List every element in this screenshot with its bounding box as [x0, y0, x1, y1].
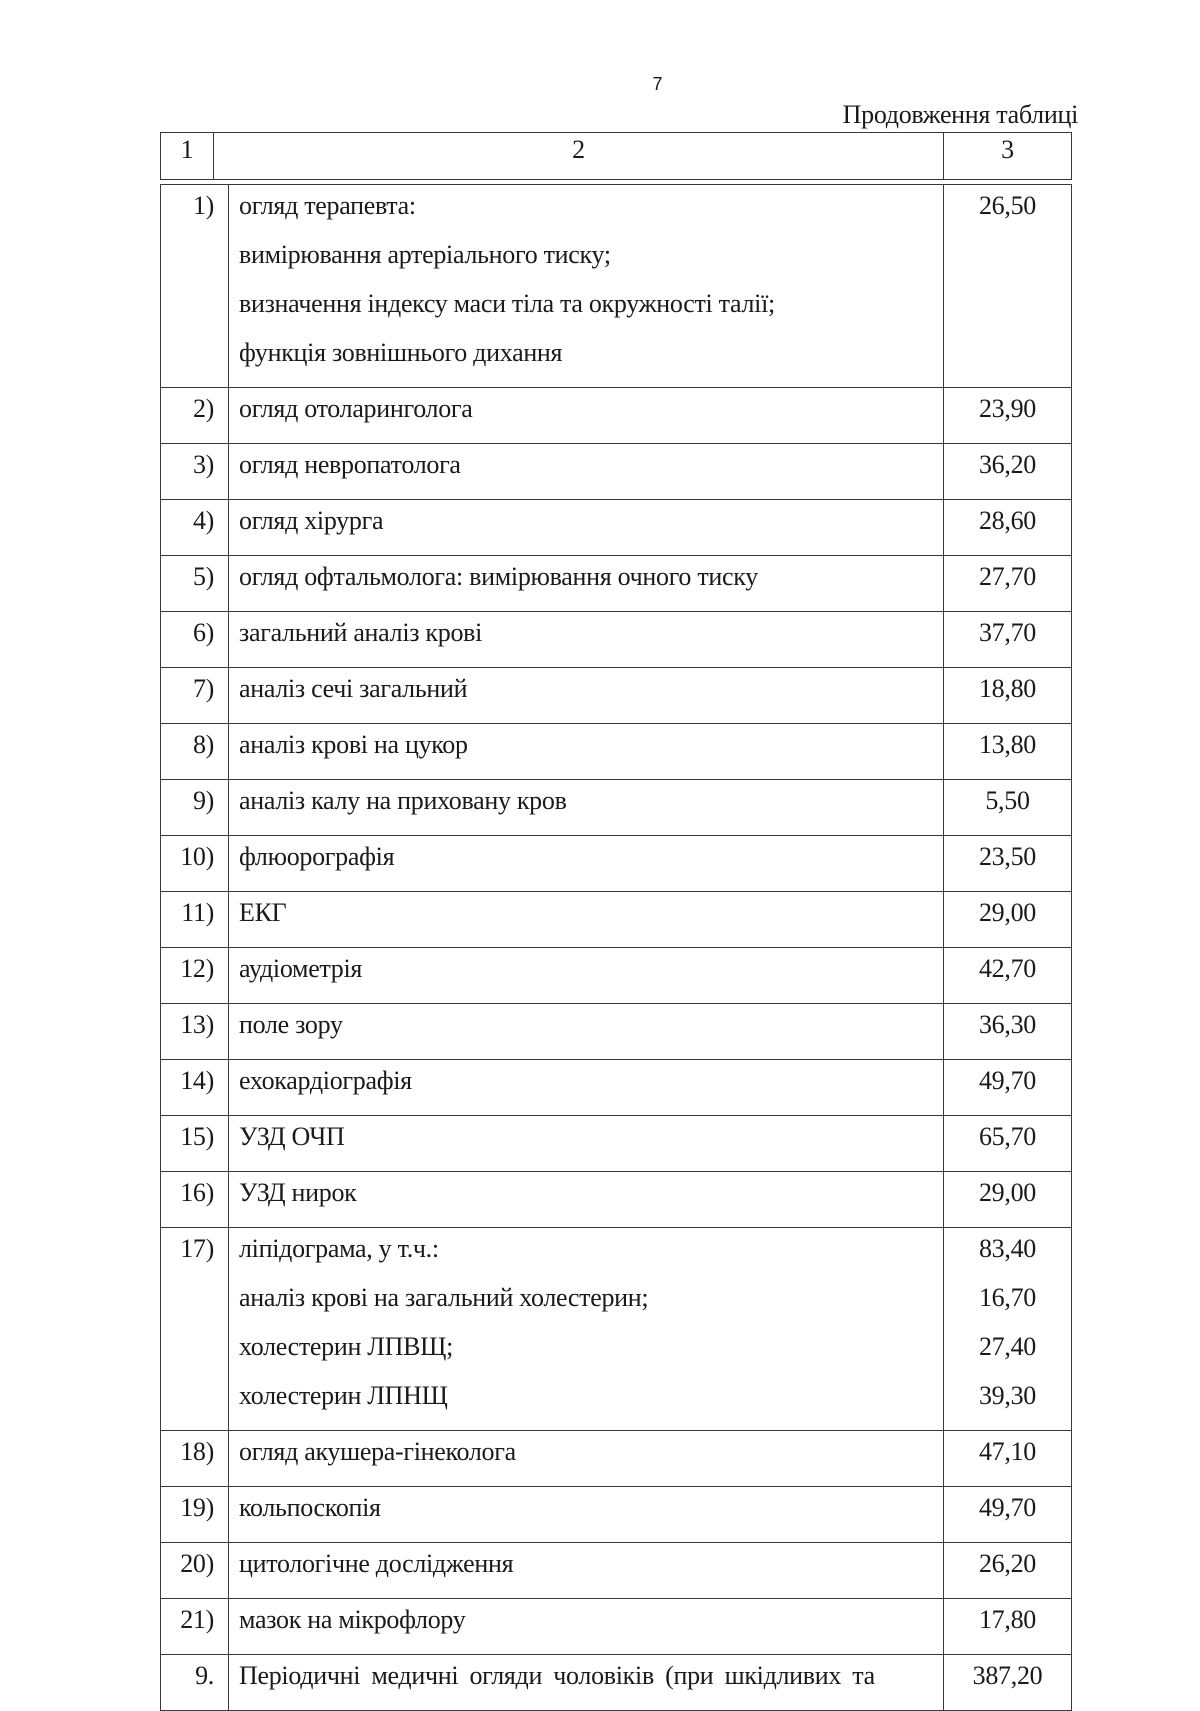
row-number: 14): [161, 1060, 229, 1116]
row-number: 17): [161, 1228, 229, 1431]
row-number: 13): [161, 1004, 229, 1060]
cost-value: 39,30: [978, 1381, 1036, 1410]
row-number: 4): [161, 500, 229, 556]
row-cost: [944, 724, 1072, 780]
description-line: аналіз сечі загальний: [239, 674, 468, 703]
cost-value: 65,70: [978, 1122, 1036, 1151]
table-row: [161, 1228, 1072, 1431]
row-description: [229, 1004, 944, 1060]
cost-value: 36,20: [978, 450, 1036, 479]
cost-value: 16,70: [978, 1283, 1036, 1312]
row-description: [229, 948, 944, 1004]
description-line: функція зовнішнього дихання: [239, 338, 563, 367]
cost-value: 17,80: [978, 1605, 1036, 1634]
header-cell-3: 3: [944, 133, 1072, 180]
row-description: [229, 1543, 944, 1599]
table-row: [161, 444, 1072, 500]
description-line: загальний аналіз крові: [239, 618, 483, 647]
row-number: 21): [161, 1599, 229, 1655]
cost-value: 28,60: [978, 506, 1036, 535]
row-cost: [944, 500, 1072, 556]
description-line: флюорографія: [239, 842, 395, 871]
row-description: [229, 444, 944, 500]
table-row: [161, 1060, 1072, 1116]
table-row: [161, 556, 1072, 612]
header-cell-1: 1: [161, 133, 214, 180]
row-number: 3): [161, 444, 229, 500]
description-line: огляд акушера-гінеколога: [239, 1437, 516, 1466]
row-cost: [944, 668, 1072, 724]
description-line: мазок на мікрофлору: [239, 1605, 466, 1634]
cost-value: 5,50: [985, 786, 1030, 815]
table-row: [161, 836, 1072, 892]
header-row: [161, 133, 1072, 180]
row-description: [229, 1172, 944, 1228]
table-row: [161, 388, 1072, 444]
cost-value: 387,20: [972, 1661, 1043, 1690]
description-line: аудіометрія: [239, 954, 363, 983]
description-line: огляд терапевта:: [239, 191, 416, 220]
cost-value: 27,70: [978, 562, 1036, 591]
row-description: [229, 556, 944, 612]
row-description: [229, 1228, 944, 1431]
row-number: 20): [161, 1543, 229, 1599]
table-row: [161, 948, 1072, 1004]
description-line: аналіз калу на приховану кров: [239, 786, 567, 815]
table-header: [160, 132, 1072, 180]
cost-value: 37,70: [978, 618, 1036, 647]
description-line: вимірювання артеріального тиску;: [239, 240, 611, 269]
description-line: ехокардіографія: [239, 1066, 412, 1095]
cost-value: 49,70: [978, 1493, 1036, 1522]
row-description: [229, 1655, 944, 1711]
row-number: 5): [161, 556, 229, 612]
row-cost: [944, 185, 1072, 388]
description-line: холестерин ЛПВЩ;: [239, 1332, 454, 1361]
row-cost: [944, 388, 1072, 444]
row-cost: [944, 444, 1072, 500]
table-continuation-label: Продовження таблиці: [842, 100, 1078, 129]
row-number: 1): [161, 185, 229, 388]
table-row: [161, 1655, 1072, 1711]
description-line: холестерин ЛПНЩ: [239, 1381, 448, 1410]
services-table: [160, 184, 1072, 1711]
description-line: цитологічне дослідження: [239, 1549, 514, 1578]
cost-value: 49,70: [978, 1066, 1036, 1095]
table-row: [161, 1431, 1072, 1487]
row-number: 16): [161, 1172, 229, 1228]
row-description: [229, 836, 944, 892]
row-cost: [944, 1431, 1072, 1487]
description-line: ліпідограма, у т.ч.:: [239, 1234, 439, 1263]
cost-value: 23,90: [978, 394, 1036, 423]
description-line: ЕКГ: [239, 898, 287, 927]
row-cost: [944, 1599, 1072, 1655]
row-description: [229, 1487, 944, 1543]
table-row: [161, 185, 1072, 388]
table-row: [161, 724, 1072, 780]
table-row: [161, 780, 1072, 836]
row-number: 2): [161, 388, 229, 444]
row-cost: [944, 892, 1072, 948]
description-line: аналіз крові на загальний холестерин;: [239, 1283, 649, 1312]
description-line: кольпоскопія: [239, 1493, 381, 1522]
cost-value: 83,40: [978, 1234, 1036, 1263]
row-cost: [944, 1543, 1072, 1599]
row-description: [229, 1060, 944, 1116]
row-number: 10): [161, 836, 229, 892]
row-number: 9): [161, 780, 229, 836]
table-row: [161, 1172, 1072, 1228]
description-line: УЗД нирок: [239, 1178, 357, 1207]
row-number: 7): [161, 668, 229, 724]
row-description: [229, 780, 944, 836]
cost-value: 29,00: [978, 898, 1036, 927]
header-cell-2: 2: [214, 133, 944, 180]
cost-value: 29,00: [978, 1178, 1036, 1207]
table-row: [161, 892, 1072, 948]
cost-value: 18,80: [978, 674, 1036, 703]
row-number: 9.: [161, 1655, 229, 1711]
row-cost: [944, 1655, 1072, 1711]
description-line: УЗД ОЧП: [239, 1122, 345, 1151]
table-row: [161, 612, 1072, 668]
row-cost: [944, 1060, 1072, 1116]
page-number: 7: [652, 74, 663, 94]
row-number: 12): [161, 948, 229, 1004]
row-cost: [944, 612, 1072, 668]
row-description: [229, 1599, 944, 1655]
row-cost: [944, 1004, 1072, 1060]
description-line: огляд отоларинголога: [239, 394, 473, 423]
row-cost: [944, 1172, 1072, 1228]
description-line: огляд хірурга: [239, 506, 384, 535]
cost-value: 47,10: [978, 1437, 1036, 1466]
description-line: аналіз крові на цукор: [239, 730, 468, 759]
row-description: [229, 1431, 944, 1487]
description-line: огляд невропатолога: [239, 450, 461, 479]
row-cost: [944, 780, 1072, 836]
cost-value: 26,20: [978, 1549, 1036, 1578]
row-cost: [944, 1228, 1072, 1431]
row-description: [229, 500, 944, 556]
row-description: [229, 612, 944, 668]
table-row: [161, 1599, 1072, 1655]
table-row: [161, 1543, 1072, 1599]
description-line: Періодичні медичні огляди чоловіків (при шкідливих та: [239, 1661, 875, 1690]
table-row: [161, 668, 1072, 724]
row-cost: [944, 1487, 1072, 1543]
row-number: 15): [161, 1116, 229, 1172]
row-description: [229, 668, 944, 724]
cost-value: 42,70: [978, 954, 1036, 983]
description-line: визначення індексу маси тіла та окружності талії;: [239, 289, 775, 318]
row-cost: [944, 948, 1072, 1004]
row-number: 18): [161, 1431, 229, 1487]
row-cost: [944, 1116, 1072, 1172]
row-number: 11): [161, 892, 229, 948]
cost-value: 26,50: [978, 191, 1036, 220]
table-row: [161, 500, 1072, 556]
table-row: [161, 1116, 1072, 1172]
cost-value: 23,50: [978, 842, 1036, 871]
cost-value: 36,30: [978, 1010, 1036, 1039]
row-cost: [944, 836, 1072, 892]
row-number: 6): [161, 612, 229, 668]
cost-value: 27,40: [978, 1332, 1036, 1361]
row-description: [229, 185, 944, 388]
row-description: [229, 1116, 944, 1172]
table-row: [161, 1487, 1072, 1543]
table-row: [161, 1004, 1072, 1060]
row-description: [229, 724, 944, 780]
row-cost: [944, 556, 1072, 612]
row-description: [229, 388, 944, 444]
row-number: 19): [161, 1487, 229, 1543]
row-number: 8): [161, 724, 229, 780]
cost-value: 13,80: [978, 730, 1036, 759]
row-description: [229, 892, 944, 948]
description-line: поле зору: [239, 1010, 343, 1039]
description-line: огляд офтальмолога: вимірювання очного тиску: [239, 562, 758, 591]
